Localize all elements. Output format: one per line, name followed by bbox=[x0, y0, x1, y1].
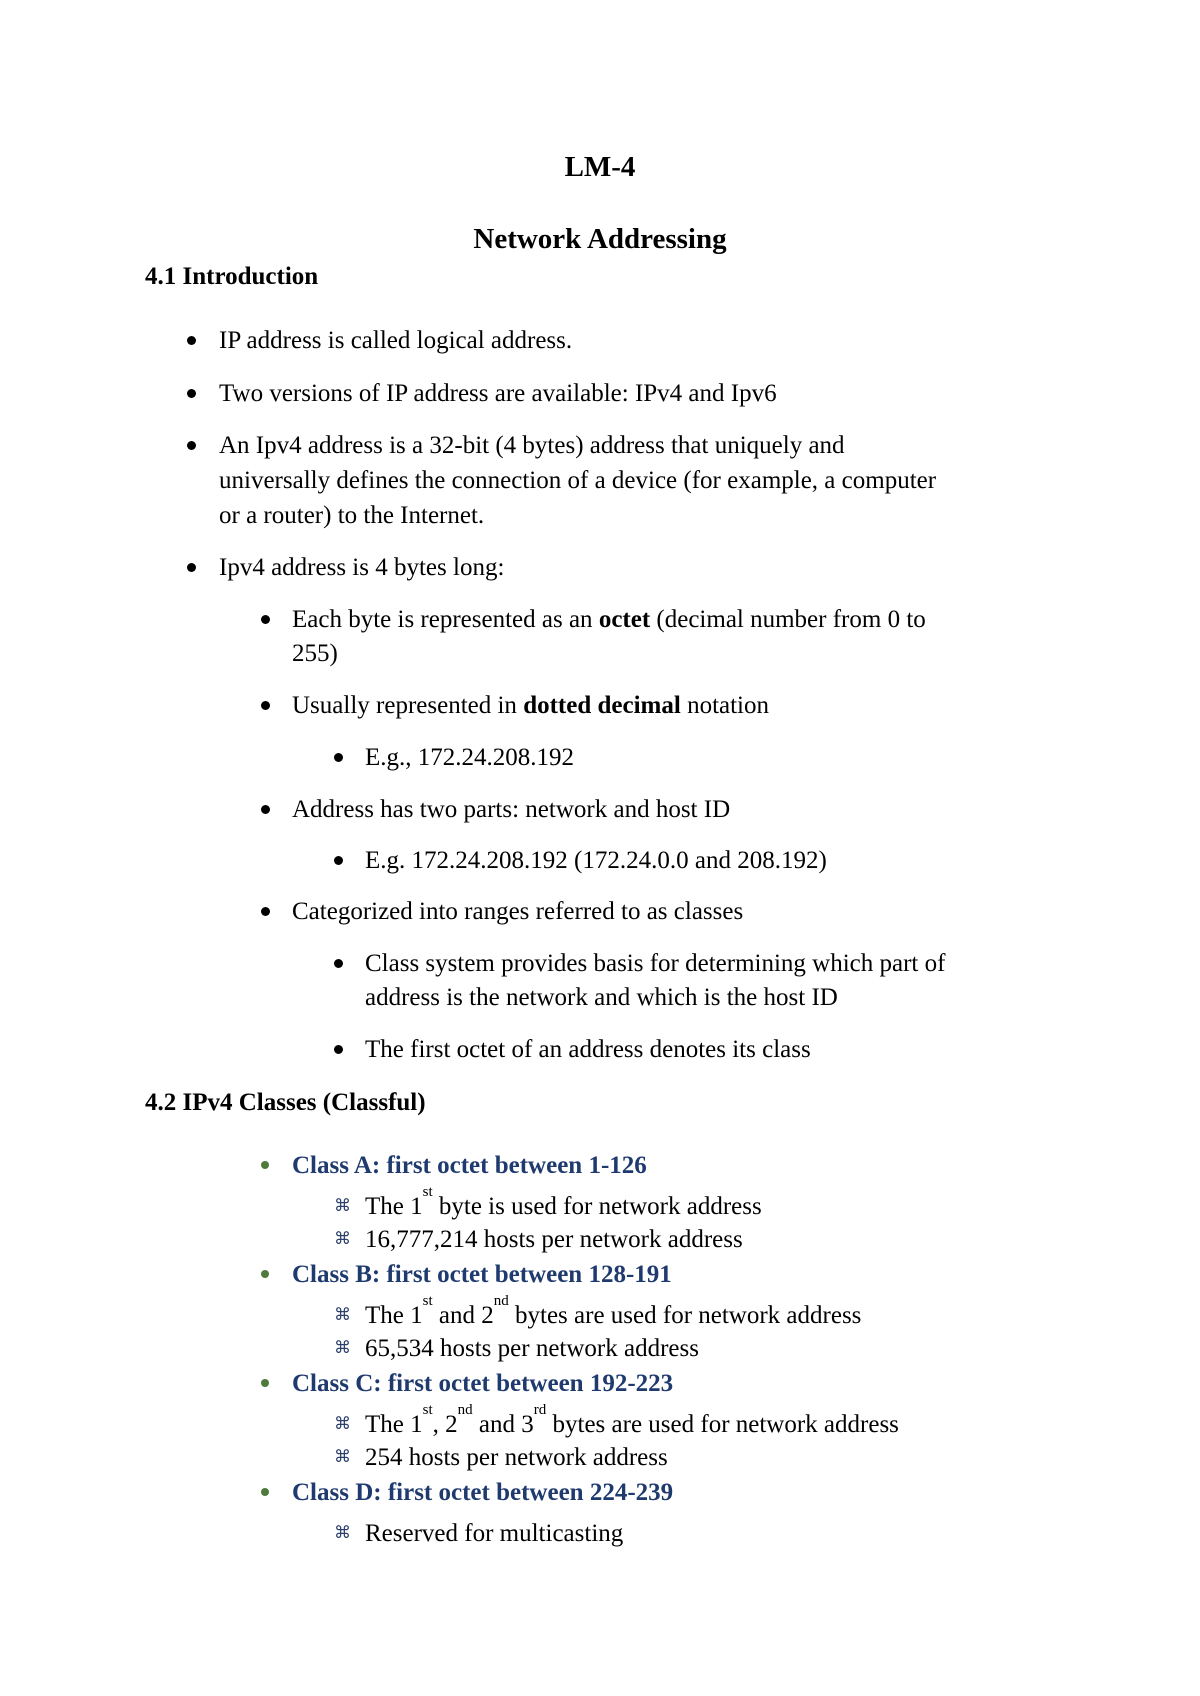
cross-star-icon: ⌘ bbox=[334, 1229, 351, 1248]
bullet-text: Categorized into ranges referred to as classes bbox=[292, 898, 744, 925]
bullet-icon bbox=[261, 701, 270, 710]
class-detail: The 1st byte is used for network address bbox=[365, 1184, 762, 1220]
class-detail: 254 hosts per network address bbox=[365, 1444, 668, 1471]
bullet-icon bbox=[334, 959, 343, 968]
bullet-icon bbox=[261, 805, 270, 814]
bullet-text: or a router) to the Internet. bbox=[219, 502, 485, 529]
bullet-icon bbox=[187, 441, 196, 450]
bullet-icon bbox=[187, 336, 196, 345]
class-d-title: Class D: first octet between 224-239 bbox=[292, 1479, 674, 1506]
bullet-text: address is the network and which is the host ID bbox=[365, 984, 838, 1011]
section-heading-intro: 4.1 Introduction bbox=[145, 263, 319, 290]
class-detail: The 1st and 2nd bytes are used for network address bbox=[365, 1293, 862, 1329]
bullet-icon bbox=[334, 856, 343, 865]
section-heading-classes: 4.2 IPv4 Classes (Classful) bbox=[145, 1089, 426, 1116]
class-bullet-icon bbox=[261, 1488, 269, 1496]
class-c-title: Class C: first octet between 192-223 bbox=[292, 1370, 674, 1397]
cross-star-icon: ⌘ bbox=[334, 1447, 351, 1466]
class-a-title: Class A: first octet between 1-126 bbox=[292, 1152, 647, 1179]
bullet-text: IP address is called logical address. bbox=[219, 327, 573, 354]
class-detail: Reserved for multicasting bbox=[365, 1520, 624, 1547]
class-detail: 16,777,214 hosts per network address bbox=[365, 1226, 743, 1253]
cross-star-icon: ⌘ bbox=[334, 1305, 351, 1324]
bullet-text: Each byte is represented as an octet (decimal number from 0 to bbox=[292, 606, 926, 633]
bullet-text: Class system provides basis for determining which part of bbox=[365, 950, 946, 977]
bullet-text: The first octet of an address denotes its class bbox=[365, 1036, 811, 1063]
bullet-text: Two versions of IP address are available: IPv4 and Ipv6 bbox=[219, 380, 777, 407]
class-detail: The 1st, 2nd and 3rd bytes are used for network address bbox=[365, 1402, 899, 1438]
bullet-text: Ipv4 address is 4 bytes long: bbox=[219, 554, 505, 581]
bullet-icon bbox=[261, 615, 270, 624]
bullet-icon bbox=[334, 753, 343, 762]
page-subtitle: Network Addressing bbox=[473, 223, 727, 255]
bullet-icon bbox=[187, 389, 196, 398]
class-bullet-icon bbox=[261, 1270, 269, 1278]
cross-star-icon: ⌘ bbox=[334, 1196, 351, 1215]
bullet-icon bbox=[261, 907, 270, 916]
bullet-text: An Ipv4 address is a 32-bit (4 bytes) address that uniquely and bbox=[219, 432, 845, 459]
class-b-title: Class B: first octet between 128-191 bbox=[292, 1261, 672, 1288]
class-bullet-icon bbox=[261, 1161, 269, 1169]
bullet-text: Address has two parts: network and host ID bbox=[292, 796, 731, 823]
bullet-icon bbox=[187, 563, 196, 572]
bullet-text: E.g., 172.24.208.192 bbox=[365, 744, 575, 771]
cross-star-icon: ⌘ bbox=[334, 1414, 351, 1433]
bullet-text: E.g. 172.24.208.192 (172.24.0.0 and 208.192) bbox=[365, 847, 827, 874]
bullet-text: Usually represented in dotted decimal notation bbox=[292, 692, 769, 719]
bullet-text: 255) bbox=[292, 640, 338, 667]
cross-star-icon: ⌘ bbox=[334, 1338, 351, 1357]
bullet-icon bbox=[334, 1045, 343, 1054]
class-detail: 65,534 hosts per network address bbox=[365, 1335, 699, 1362]
page-title: LM-4 bbox=[564, 151, 636, 183]
bullet-text: universally defines the connection of a device (for example, a computer bbox=[219, 467, 937, 494]
cross-star-icon: ⌘ bbox=[334, 1523, 351, 1542]
class-bullet-icon bbox=[261, 1379, 269, 1387]
